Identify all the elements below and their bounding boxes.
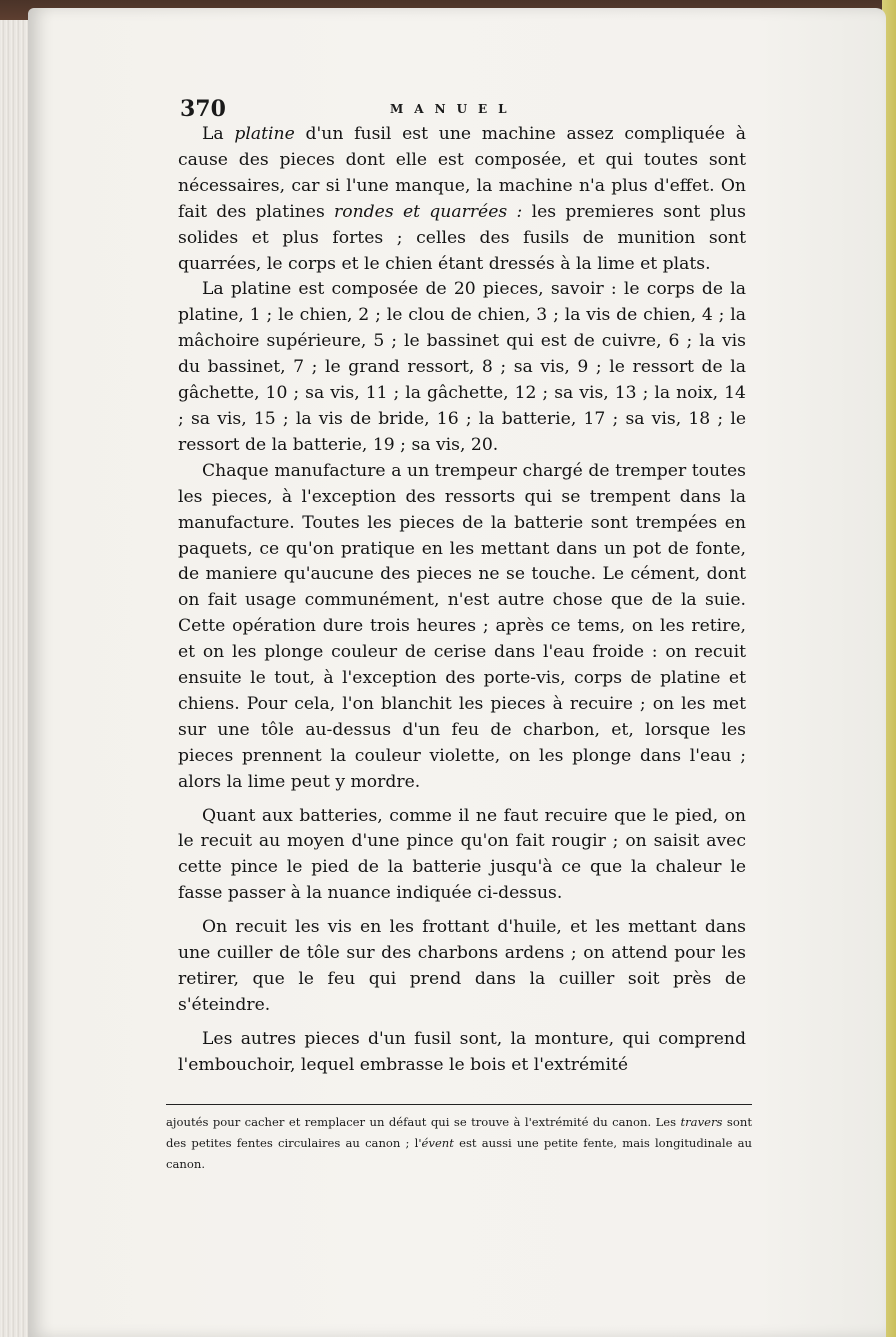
text-run: La xyxy=(202,124,235,144)
text-run: ajoutés pour cacher et remplacer un défaut qui se trouve à l'extrémité du canon. Les xyxy=(166,1115,681,1129)
italic-run: rondes et quarrées : xyxy=(334,201,523,222)
text-run: La platine est composée de 20 pieces, savoir : le corps de la platine, 1 ; le chien, 2 ; le clou de chien, 3 ; la vis de chien, 4 ; la mâchoire supérieure, 5 ; le bassinet qui est de cuivre, 6 ; la vis du bassinet, 7 ; le grand ressort, 8 ; sa vis, 9 ; le ressort de la gâchette, 10 ; sa vis, 11 ; la gâchette, 12 ; sa vis, 13 ; la noix, 14 ; sa vis, 15 ; la vis de bride, 16 ; la batterie, 17 ; sa vis, 18 ; le ressort de la batterie, 19 ; sa vis, 20. xyxy=(178,279,746,455)
footnote-text xyxy=(166,1112,752,1175)
page-header xyxy=(180,96,740,124)
text-run: sont des petites fentes circulaires au canon ; l' xyxy=(166,1115,752,1150)
footnote xyxy=(166,1112,752,1175)
italic-run: platine xyxy=(234,124,295,144)
paragraph xyxy=(178,122,746,277)
paragraph xyxy=(178,277,746,458)
paragraph xyxy=(178,915,746,1019)
text-run: les premieres sont plus solides et plus fortes ; celles des fusils de munition sont quarrées, le corps et le chien étant dressés à la lime et plats. xyxy=(178,201,746,274)
italic-run: travers xyxy=(680,1115,723,1129)
text-run: Les autres pieces d'un fusil sont, la monture, qui comprend l'embouchoir, lequel embrasse le bois et l'extrémité xyxy=(178,1028,746,1075)
text-run: Quant aux batteries, comme il ne faut recuire que le pied, on le recuit au moyen d'une pince qu'on fait rougir ; on saisit avec cette pince le pied de la batterie jusqu'à ce que la chaleur le fasse passer à la nuance indiquée ci-dessus. xyxy=(178,805,746,904)
footnote-rule xyxy=(166,1104,752,1105)
text-run: d'un fusil est une machine assez compliquée à cause des pieces dont elle est composée, et qui toutes sont nécessaires, car si l'une manque, la machine n'a plus d'effet. On fait des platines xyxy=(178,124,747,222)
body-text xyxy=(178,122,746,1079)
paragraph xyxy=(178,804,746,908)
page-number: 370 xyxy=(180,96,226,122)
paragraph xyxy=(178,1027,746,1079)
italic-run: évent xyxy=(421,1136,454,1150)
text-run: est aussi une petite fente, mais longitudinale au canon. xyxy=(166,1136,752,1171)
paragraph xyxy=(178,459,746,796)
text-run: Chaque manufacture a un trempeur chargé de tremper toutes les pieces, à l'exception des ressorts qui se trempent dans la manufacture. Toutes les pieces de la batterie sont trempées en paquets, ce qu'on pratique en les mettant dans un pot de fonte, de maniere qu'aucune des pieces ne se touche. Le cément, dont on fait usage communément, n'est autre chose que de la suie. Cette opération dure trois heures ; après ce tems, on les retire, et on les plonge couleur de cerise dans l'eau froide : on recuit ensuite le tout, à l'exception des porte-vis, corps de platine et chiens. Pour cela, l'on blanchit les pieces à recuire ; on les met sur une tôle au-dessus d'un feu de charbon, et, lorsque les pieces prennent la couleur violette, on les plonge dans l'eau ; alors la lime peut y mordre. xyxy=(178,460,746,792)
text-run: On recuit les vis en les frottant d'huile, et les mettant dans une cuiller de tôle sur des charbons ardens ; on attend pour les retirer, que le feu qui prend dans la cuiller soit près de s'éteindre. xyxy=(178,917,746,1015)
running-head: MANUEL xyxy=(390,102,518,116)
